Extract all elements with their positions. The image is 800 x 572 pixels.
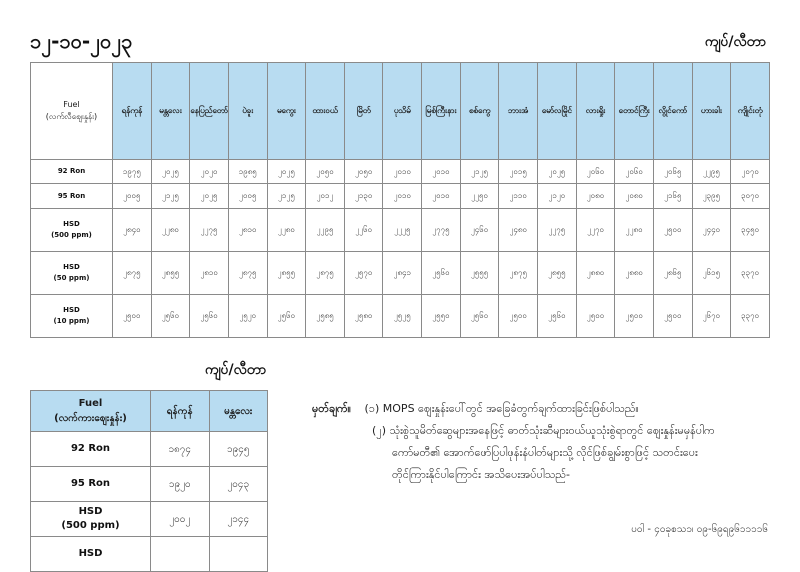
price-cell: ၂၇၇၅ — [422, 208, 461, 251]
region-header: တောင်ကြီး — [615, 63, 654, 160]
notes-label: မှတ်ချက်။ — [312, 402, 352, 415]
price-cell: ၂၅၈၀ — [344, 294, 383, 337]
region-header: ဟားခါး — [692, 63, 731, 160]
wholesale-price-table — [30, 390, 268, 572]
price-cell: ၂၅၀၀ — [615, 294, 654, 337]
price-cell: ၂၁၃၀ — [344, 184, 383, 208]
note-item-1-text: (၁) MOPS ဈေးနှုန်းပေါ်တွင် အခြေခံတွက်ချက်ထားခြင်းဖြစ်ပါသည်။ — [364, 402, 639, 415]
region-header: ပဲခူး — [228, 63, 267, 160]
price-cell: ၂၃၉၅ — [692, 184, 731, 208]
price-cell: ၂၅၀၀ — [499, 294, 538, 337]
price-cell: ၂၅၆၀ — [538, 294, 577, 337]
price-cell — [151, 537, 210, 572]
price-cell: ၂၈၅၅ — [151, 251, 190, 294]
contact-signoff: ပ၀ါ - ၄၀ခုစသ၁၊ ၀၉-၆၉ရ၉၆၁၁၁၁၆ — [631, 524, 768, 535]
region-header: လားရှိုး — [576, 63, 615, 160]
note-item-2-line-1: (၂) သုံးစွဲသူမိတ်ဆွေများအနေဖြင့် ဓာတ်သုံးဆီများဝယ်ယူသုံးစွဲရာတွင် ဈေးနှုန်းမမှန်ပါက — [372, 424, 715, 437]
price-cell: ၂၆၁၅ — [692, 251, 731, 294]
price-cell: ၂၀၆၀ — [576, 160, 615, 184]
price-cell: ၂၈၆၅ — [653, 251, 692, 294]
price-cell: ၂၀၂၅ — [267, 160, 306, 184]
price-cell: ၂၂၈၀ — [267, 208, 306, 251]
fuel-type-line: 95 Ron — [70, 478, 111, 489]
price-cell: ၂၂၇၀ — [576, 208, 615, 251]
wholesale-table-header-row — [31, 391, 268, 432]
price-cell: ၂၀၂၀ — [190, 160, 229, 184]
header-line: မန္တလေး — [224, 405, 253, 417]
price-cell — [209, 537, 268, 572]
note-item-2-line-3: တိုင်ကြားနိုင်ပါကြောင်း အသိပေးအပ်ပါသည်- — [392, 468, 570, 481]
fuel-type-line: HSD — [63, 262, 80, 271]
price-cell: ၃၃၇၀ — [731, 294, 770, 337]
region-header: နေပြည်တော် — [190, 63, 229, 160]
price-cell: ၂၀၂၅ — [151, 160, 190, 184]
main-table-header-row — [31, 63, 770, 160]
region-header: ကျိုင်းတုံ — [731, 63, 770, 160]
price-cell: ၂၅၇၀ — [344, 251, 383, 294]
fuel-type-cell — [31, 537, 151, 572]
price-cell: ၁၉၂၀ — [151, 467, 210, 502]
price-cell: ၂၀၇၀ — [731, 160, 770, 184]
price-cell: ၁၉၄၅ — [209, 432, 268, 467]
price-cell: ၂၀၀၅ — [113, 184, 152, 208]
price-cell: ၂၀၁၀ — [383, 184, 422, 208]
price-cell: ၂၂၆၀ — [344, 208, 383, 251]
price-cell: ၂၁၄၄ — [209, 502, 268, 537]
fuel-type-cell — [31, 208, 113, 251]
price-cell: ၂၂၈၀ — [615, 208, 654, 251]
price-cell: ၂၅၀၀ — [113, 294, 152, 337]
fuel-type-cell — [31, 184, 113, 208]
price-cell: ၁၉၇၅ — [113, 160, 152, 184]
fuel-type-cell — [31, 502, 151, 537]
price-cell: ၂၈၇၅ — [499, 251, 538, 294]
fuel-type-line: HSD — [63, 219, 80, 228]
price-cell: ၂၅၆၀ — [151, 294, 190, 337]
fuel-type-line: (10 ppm) — [53, 316, 90, 325]
price-cell: ၂၂၇၅ — [538, 208, 577, 251]
price-cell: ၂၅၈၅ — [306, 294, 345, 337]
fuel-type-cell — [31, 251, 113, 294]
price-cell: ၃၀၇၀ — [731, 184, 770, 208]
table-row — [31, 251, 770, 294]
header-line: Fuel — [78, 398, 103, 409]
price-cell: ၂၂၂၅ — [383, 208, 422, 251]
price-cell: ၂၁၂၅ — [151, 184, 190, 208]
table-row — [31, 294, 770, 337]
price-cell: ၂၈၈၀ — [576, 251, 615, 294]
region-header: စစ်ကွေ — [460, 63, 499, 160]
price-cell: ၂၈၁၀ — [190, 251, 229, 294]
price-cell: ၂၄၈၀ — [499, 208, 538, 251]
fuel-header-line: Fuel — [63, 100, 80, 109]
price-cell: ၂၂၉၅ — [306, 208, 345, 251]
region-header: ဘားအံ — [499, 63, 538, 160]
fuel-type-line: 95 Ron — [57, 191, 86, 200]
price-cell: ၂၀၅၀ — [306, 160, 345, 184]
unit-label: ကျပ်/လီတာ — [704, 34, 766, 50]
fuel-type-line: (500 ppm) — [61, 520, 120, 531]
fuel-type-line: HSD — [78, 548, 103, 559]
price-cell: ၂၅၀၀ — [653, 208, 692, 251]
table-row — [31, 184, 770, 208]
price-cell: ၂၀၆၀ — [615, 160, 654, 184]
header-line: (လက်ကားဈေးနှုန်း) — [54, 413, 127, 424]
price-cell: ၂၁၆၅ — [653, 184, 692, 208]
fuel-type-line: HSD — [63, 305, 80, 314]
price-cell: ၂၅၆၀ — [190, 294, 229, 337]
region-header: မြိတ် — [344, 63, 383, 160]
fuel-column-header — [31, 63, 113, 160]
price-cell: ၂၁၁၀ — [499, 184, 538, 208]
region-header: ပုသိမ် — [383, 63, 422, 160]
price-cell: ၂၈၄၁ — [383, 251, 422, 294]
price-cell: ၃၄၅၀ — [731, 208, 770, 251]
fuel-type-cell — [31, 160, 113, 184]
price-date: ၁၂-၁၀-၂၀၂၃ — [30, 29, 133, 53]
price-cell: ၂၅၆၀ — [267, 294, 306, 337]
table-row — [31, 537, 268, 572]
table-row — [31, 502, 268, 537]
price-cell: ၂၀၄၃ — [209, 467, 268, 502]
fuel-type-line: 92 Ron — [57, 167, 86, 176]
region-header: ရန်ကုန် — [113, 63, 152, 160]
price-cell: ၂၈၇၅ — [113, 251, 152, 294]
price-cell: ၂၅၆၀ — [460, 294, 499, 337]
retail-price-table — [30, 62, 770, 338]
fuel-column-header — [31, 391, 151, 432]
region-header: မကွေး — [267, 63, 306, 160]
price-cell: ၂၀၁၂ — [306, 184, 345, 208]
price-cell: ၂၆၇၀ — [692, 294, 731, 337]
price-cell: ၂၀၈၀ — [615, 184, 654, 208]
price-cell: ၂၁၂၅ — [460, 160, 499, 184]
price-cell: ၂၂၅၀ — [460, 184, 499, 208]
price-cell: ၂၄၄၀ — [692, 208, 731, 251]
fuel-type-line: HSD — [78, 506, 103, 517]
price-cell: ၂၅၀၀ — [653, 294, 692, 337]
price-cell: ၃၃၇၀ — [731, 251, 770, 294]
fuel-header-line: (လက်လီဈေးနှုန်း) — [45, 112, 98, 121]
price-cell: ၂၀၁၀ — [422, 160, 461, 184]
wholesale-unit-label: ကျပ်/လီတာ — [205, 362, 267, 378]
fuel-type-line: (500 ppm) — [51, 230, 92, 239]
price-cell: ၂၈၅၅ — [538, 251, 577, 294]
region-header: မော်လမြိုင် — [538, 63, 577, 160]
price-cell: ၂၈၇၅ — [306, 251, 345, 294]
price-cell: ၂၅၅၀ — [422, 294, 461, 337]
price-cell: ၂၀၈၀ — [576, 184, 615, 208]
price-cell: ၁၈၇၄ — [151, 432, 210, 467]
price-cell: ၂၂၉၅ — [692, 160, 731, 184]
price-cell: ၂၂၇၅ — [190, 208, 229, 251]
fuel-type-cell — [31, 467, 151, 502]
region-header — [151, 391, 210, 432]
price-cell: ၂၀၀၅ — [228, 184, 267, 208]
table-row — [31, 160, 770, 184]
price-cell: ၂၈၁၀ — [228, 208, 267, 251]
fuel-type-cell — [31, 432, 151, 467]
price-cell: ၂၅၆၀ — [422, 251, 461, 294]
note-item-1 — [312, 398, 782, 420]
note-item-2-line-2: ကော်မတီ၏ အောက်ဖော်ပြပါဖုန်းနံပါတ်များသို့ လိုင်ဖြစ်ချွမ်းစွာဖြင့် သတင်းပေး — [392, 446, 698, 459]
fuel-type-line: 92 Ron — [70, 443, 111, 454]
region-header — [209, 391, 268, 432]
price-cell: ၂၁၂၅ — [267, 184, 306, 208]
table-row — [31, 467, 268, 502]
price-cell: ၂၅၀၀ — [576, 294, 615, 337]
fuel-type-cell — [31, 294, 113, 337]
price-cell: ၁၉၈၅ — [228, 160, 267, 184]
price-cell: ၂၀၁၀ — [422, 184, 461, 208]
region-header: လွိုင်ကော် — [653, 63, 692, 160]
region-header: မြစ်ကြီးနား — [422, 63, 461, 160]
price-cell: ၂၈၈၀ — [615, 251, 654, 294]
price-cell: ၂၀၀၂ — [151, 502, 210, 537]
price-cell: ၂၂၈၀ — [151, 208, 190, 251]
table-row — [31, 208, 770, 251]
price-cell: ၂၀၆၅ — [653, 160, 692, 184]
price-cell: ၂၅၂၀ — [228, 294, 267, 337]
price-cell: ၂၈၄၀ — [113, 208, 152, 251]
price-cell: ၂၅၂၅ — [383, 294, 422, 337]
price-cell: ၂၀၁၀ — [383, 160, 422, 184]
price-cell: ၂၀၂၅ — [538, 160, 577, 184]
price-cell: ၂၅၅၅ — [460, 251, 499, 294]
region-header: မန္တလေး — [151, 63, 190, 160]
header-line: ရန်ကုန် — [166, 405, 193, 417]
price-cell: ၂၈၅၅ — [267, 251, 306, 294]
notes-section — [312, 398, 782, 486]
region-header: ထားဝယ် — [306, 63, 345, 160]
price-cell: ၂၄၆၀ — [460, 208, 499, 251]
price-cell: ၂၀၂၅ — [190, 184, 229, 208]
fuel-type-line: (50 ppm) — [53, 273, 90, 282]
price-cell: ၂၀၁၅ — [499, 160, 538, 184]
table-row — [31, 432, 268, 467]
price-cell: ၂၀၅၀ — [344, 160, 383, 184]
price-cell: ၂၁၂၀ — [538, 184, 577, 208]
price-cell: ၂၈၇၅ — [228, 251, 267, 294]
